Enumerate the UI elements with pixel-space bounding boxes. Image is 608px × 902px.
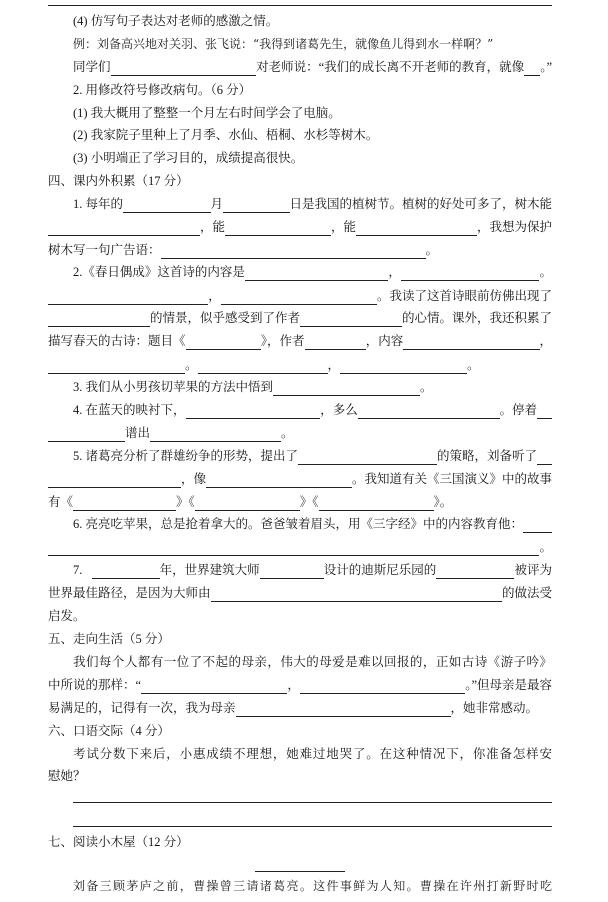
answer-blank [73, 496, 176, 511]
answer-blank [206, 473, 352, 488]
s4-q2-line-5 [48, 356, 552, 374]
answer-blank [186, 404, 321, 419]
s4-q6-text: 。 [539, 540, 552, 554]
q4-imitate-text-2: 对老师说：“我们的成长离不开老师的教育，就像 [256, 60, 525, 74]
answer-blank [92, 564, 159, 579]
s4-q2-text: 的心情。课外，我还积累了 [401, 311, 552, 325]
s4-q1-text: ，能 [199, 220, 225, 234]
s4-q4-line-1 [73, 401, 552, 419]
s4-q7-text: 被评为 [514, 563, 552, 577]
s4-q6-text: 6. 亮亮吃苹果，总是抢着拿大的。爸爸皱着眉头，用《三字经》中的内容教育他： [73, 517, 524, 531]
s4-q1-text: ，能 [330, 220, 356, 234]
q4-imitate-text-3: 。” [540, 60, 552, 74]
s4-q5-text: ，像 [180, 472, 206, 486]
s4-q1-text: 树木写一句广告语： [48, 243, 161, 257]
section5-heading-text: 五、走向生活（5 分） [48, 632, 170, 646]
s4-q4-text: 。 [281, 426, 294, 440]
s4-q1-line-2 [48, 218, 552, 236]
s4-q5-text: 有《 [48, 495, 74, 509]
section4-heading-text: 四、课内外积累（17 分） [48, 174, 189, 188]
s4-q7-text: 设计的迪斯尼乐园的 [323, 563, 437, 577]
answer-blank [48, 312, 150, 327]
s4-q2-text: 描写春天的古诗：题目《 [48, 334, 186, 348]
section7-heading-text: 七、阅读小木屋（12 分） [48, 835, 189, 849]
s4-q2-line-2 [48, 287, 552, 305]
answer-blank [48, 427, 125, 442]
s4-q1-text: 。 [425, 243, 439, 257]
s4-q2-line-3 [48, 309, 552, 327]
s5-text: 。”但母亲是最容 [465, 678, 552, 692]
s4-q7-line-2 [48, 584, 552, 602]
s4-q7-text: 的做法受 [501, 586, 552, 600]
s4-q1-text: ，我想为保护 [476, 220, 552, 234]
correction-title-text: 2. 用修改符号修改病句。（6 分） [73, 83, 252, 97]
section7-heading [48, 833, 552, 851]
answer-blank [403, 335, 539, 350]
s7-passage-line: 刘备三顾茅庐之前，曹操曾三请诸葛亮。这件事鲜为人知。曹操在许州打新野时吃 [73, 879, 552, 893]
s5-text: 易满足的，记得有一次，我为母亲 [48, 701, 236, 715]
q4-imitate-prompt-text: (4) 仿写句子表达对老师的感激之情。 [73, 14, 279, 28]
s4-q7-text: 启发。 [48, 609, 86, 623]
correction-sentence-3 [73, 149, 552, 167]
s5-text: 中所说的那样：“ [48, 678, 142, 692]
answer-blank [537, 450, 552, 465]
answer-blank [48, 473, 181, 488]
s4-q4-text: 谱出 [125, 426, 151, 440]
s4-q7-text: 7. [73, 563, 83, 577]
answer-blank [401, 266, 540, 281]
s6-text: 慰她？ [48, 769, 86, 783]
s5-line-3 [48, 699, 552, 717]
answer-blank [48, 221, 200, 236]
s4-q5-line-1 [73, 447, 552, 465]
answer-blank [150, 427, 281, 442]
s4-q7-line-3 [48, 607, 552, 625]
answer-blank [48, 359, 185, 374]
correction-sentence-text: (1) 我大概用了整整一个月左右时间学会了电脑。 [73, 106, 341, 120]
s4-q5-text: 。我知道有关《三国演义》中的故事 [351, 472, 552, 486]
answer-blank [537, 404, 552, 419]
s4-q2-text: 的情景，似乎感受到了作者 [149, 311, 300, 325]
answer-blank [523, 518, 552, 533]
answer-blank [273, 381, 420, 396]
answer-blank [141, 679, 287, 694]
passage-title-blank [255, 871, 345, 872]
s4-q7-line-1 [73, 561, 552, 579]
s4-q4-line-2 [48, 424, 552, 442]
s4-q5-text: 》《 [299, 495, 319, 509]
s4-q2-text: ， [388, 265, 401, 279]
s4-q7-text: 世界最佳路径，是因为大师由 [48, 586, 211, 600]
answer-blank [211, 587, 502, 602]
s4-q3-line [73, 378, 552, 396]
q4-imitate-example-text: 例：刘备高兴地对关羽、张飞说：“我得到诸葛先生，就像鱼儿得到水一样啊？” [73, 37, 494, 51]
answer-blank [198, 359, 328, 374]
answer-line [73, 802, 552, 803]
answer-blank [123, 198, 210, 213]
answer-blank [358, 404, 500, 419]
answer-blank [356, 221, 477, 236]
answer-blank [221, 290, 377, 305]
correction-sentence-2 [73, 126, 552, 144]
section6-heading-text: 六、口语交际（4 分） [48, 724, 170, 738]
correction-sentence-text: (2) 我家院子里种上了月季、水仙、梧桐、水杉等树木。 [73, 128, 379, 142]
s5-line-1: 我们每个人都有一位了不起的母亲，伟大的母爱是难以回报的，正如古诗《游子吟》 [73, 655, 552, 669]
s4-q2-text: 2.《春日偶成》这首诗的内容是 [73, 265, 245, 279]
s4-q1-text: 月 [210, 197, 224, 211]
correction-title [73, 81, 552, 99]
answer-blank [223, 198, 289, 213]
s4-q4-text: ，多么 [320, 403, 358, 417]
s4-q5-text: 5. 诸葛亮分析了群雄纷争的形势，提出了 [73, 449, 299, 463]
s4-q5-line-2 [48, 470, 552, 488]
answer-blank [436, 564, 514, 579]
s4-q2-text: ， [539, 334, 552, 348]
s4-q5-text: 》。 [433, 495, 453, 509]
q4-imitate-text-1: 同学们 [73, 60, 111, 74]
top-rule [48, 5, 552, 6]
s6-line-2 [48, 767, 552, 785]
answer-blank [48, 541, 539, 556]
answer-blank [300, 312, 402, 327]
answer-blank [298, 450, 437, 465]
answer-blank [300, 679, 465, 694]
answer-blank [305, 335, 366, 350]
section5-heading [48, 630, 552, 648]
s4-q2-text: ，内容 [365, 334, 404, 348]
answer-blank [186, 335, 261, 350]
s4-q5-text: 》《 [176, 495, 195, 509]
answer-blank [340, 359, 467, 374]
correction-sentence-text: (3) 小明端正了学习目的，成绩提高很快。 [73, 151, 304, 165]
s4-q2-text: 。 [467, 358, 480, 372]
s4-q1-line-1 [73, 195, 552, 213]
s4-q2-text: 。 [539, 265, 552, 279]
section6-heading [48, 722, 552, 740]
answer-blank [225, 221, 331, 236]
s4-q2-text: ， [327, 358, 341, 372]
section4-heading [48, 172, 552, 190]
s4-q4-text: 。停着 [499, 403, 538, 417]
s4-q2-text: 》，作者 [260, 334, 305, 348]
answer-blank [48, 290, 208, 305]
s5-text: ， [287, 678, 300, 692]
answer-blank [319, 496, 434, 511]
s4-q2-line-1 [73, 263, 552, 281]
s4-q3-text: 。 [420, 380, 433, 394]
s4-q6-line-2 [48, 538, 552, 556]
q4-imitate-answer-line [73, 58, 552, 76]
s4-q5-line-3 [48, 493, 552, 511]
s4-q2-line-4 [48, 332, 552, 350]
s4-q1-text: 1. 每年的 [73, 197, 124, 211]
answer-blank [236, 702, 451, 717]
s4-q1-line-3 [48, 241, 552, 259]
s4-q2-text: ， [208, 289, 221, 303]
answer-blank [195, 496, 300, 511]
answer-blank [161, 244, 426, 259]
answer-blank [524, 61, 540, 76]
s5-line-2 [48, 676, 552, 694]
q4-imitate-prompt [73, 12, 552, 30]
answer-blank [260, 564, 324, 579]
answer-blank [245, 266, 388, 281]
answer-blank [111, 61, 257, 76]
s4-q1-text: 日是我国的植树节。植树的好处可多了，树木能 [289, 197, 552, 211]
q4-imitate-example [73, 35, 552, 53]
s4-q2-text: 。 [185, 358, 198, 372]
answer-line [73, 826, 552, 827]
s4-q2-text: 。我读了这首诗眼前仿佛出现了 [376, 289, 552, 303]
s4-q3-text: 3. 我们从小男孩切苹果的方法中悟到 [73, 380, 274, 394]
correction-sentence-1 [73, 104, 552, 122]
s5-text: ，她非常感动。 [450, 701, 539, 715]
s4-q4-text: 4. 在蓝天的映衬下， [73, 403, 186, 417]
s4-q6-line-1 [73, 515, 552, 533]
s4-q7-text: 年，世界建筑大师 [159, 563, 260, 577]
s4-q5-text: 的策略，刘备听了 [436, 449, 537, 463]
s6-line-1: 考试分数下来后，小惠成绩不理想，她难过地哭了。在这种情况下，你准备怎样安 [73, 747, 552, 761]
